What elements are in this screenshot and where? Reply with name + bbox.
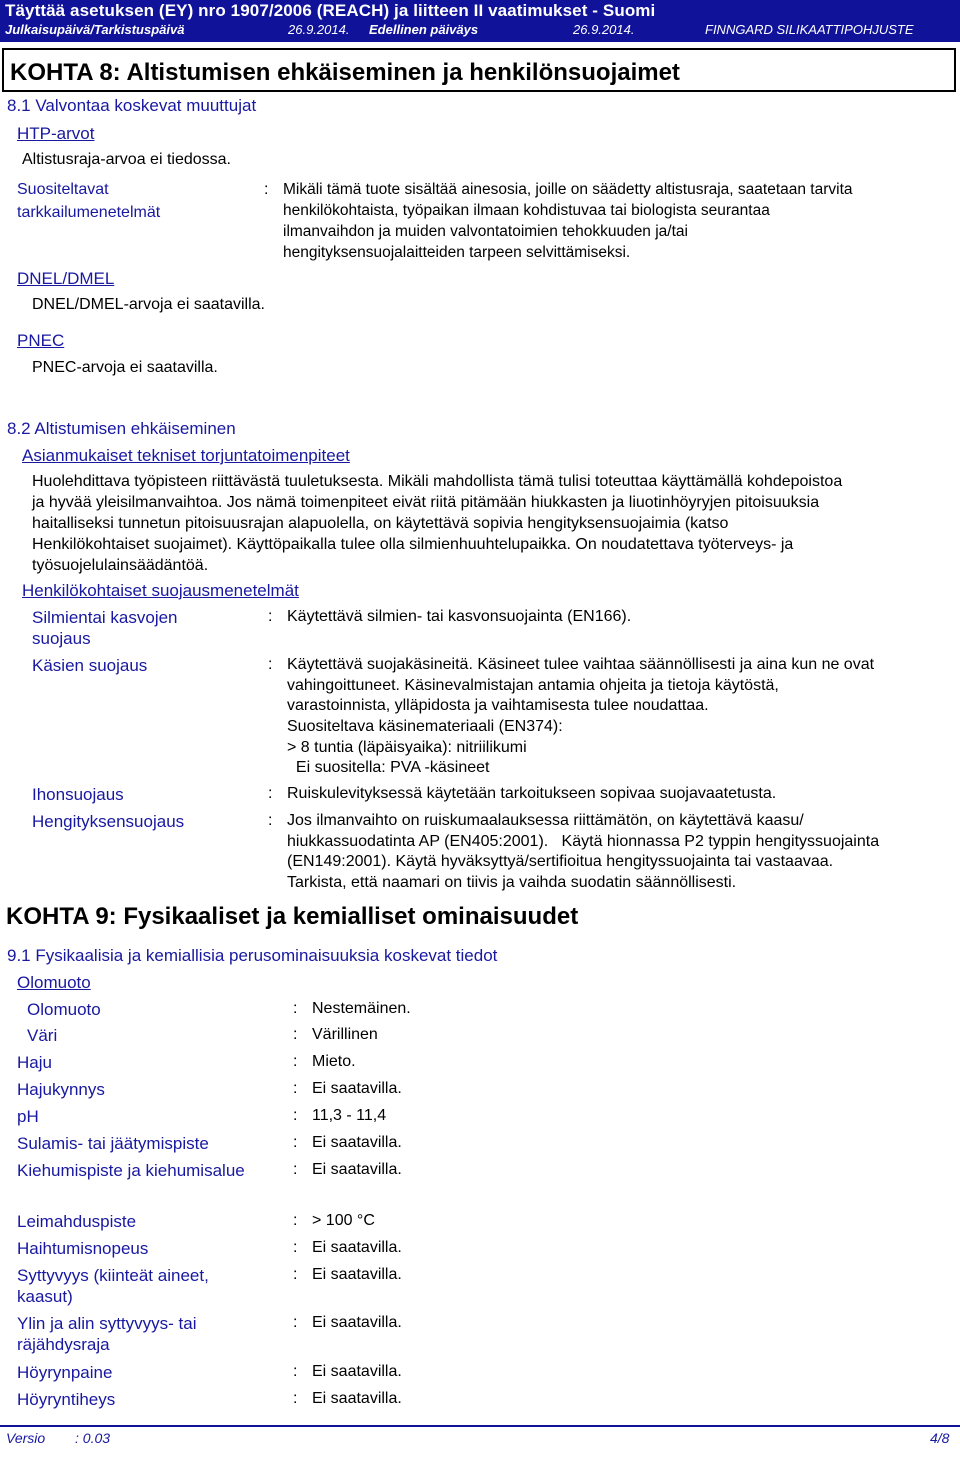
- property-value: Ei saatavilla.: [312, 1080, 402, 1097]
- property-label: Haihtumisnopeus: [17, 1239, 149, 1258]
- header-title: Täyttää asetuksen (EY) nro 1907/2006 (REACH) ja liitteen II vaatimukset - Suomi: [5, 1, 656, 20]
- header-prev-label: Edellinen päiväys: [369, 22, 479, 37]
- monitoring-text-line: hengityksensuojalaitteiden tarpeen selvittämiseksi.: [283, 244, 631, 261]
- footer-version-value: : 0.03: [75, 1430, 111, 1446]
- property-label: Väri: [27, 1026, 58, 1045]
- property-label: Olomuoto: [27, 1000, 101, 1019]
- ppe-heading: Henkilökohtaiset suojausmenetelmät: [22, 581, 299, 600]
- property-label: Haju: [17, 1053, 52, 1072]
- footer-rule: [0, 1425, 960, 1427]
- property-colon: :: [293, 1026, 298, 1043]
- property-value: Mieto.: [312, 1053, 356, 1070]
- property-value: Ei saatavilla.: [312, 1390, 402, 1407]
- htp-heading: HTP-arvot: [17, 124, 95, 143]
- eye-protection-label-line1: Silmientai kasvojen: [32, 608, 178, 627]
- footer-page-number: 4/8: [930, 1430, 950, 1446]
- monitoring-text-line: Mikäli tämä tuote sisältää ainesosia, joille on säädetty altistusraja, saatetaan tarvita: [283, 181, 853, 198]
- subsection-8-1-heading: 8.1 Valvontaa koskevat muuttujat: [7, 96, 257, 115]
- header-prev-date: 26.9.2014.: [573, 22, 635, 37]
- respiratory-protection-colon: :: [268, 812, 273, 829]
- engineering-text-line: työsuojelulainsäädäntöä.: [32, 557, 209, 574]
- monitoring-label-line2: tarkkailumenetelmät: [17, 204, 161, 221]
- property-label: Ylin ja alin syttyvyys- tai: [17, 1314, 197, 1333]
- property-colon: :: [293, 1053, 298, 1070]
- respiratory-protection-label: Hengityksensuojaus: [32, 812, 185, 831]
- property-value: > 100 °C: [312, 1212, 375, 1229]
- property-label: Sulamis- tai jäätymispiste: [17, 1134, 209, 1153]
- header-pub-label: Julkaisupäivä/Tarkistuspäivä: [5, 22, 185, 37]
- property-label: pH: [17, 1107, 39, 1126]
- skin-protection-text: Ruiskulevityksessä käytetään tarkoitukseen sopivaa suojavaatetusta.: [287, 785, 777, 802]
- property-colon: :: [293, 1161, 298, 1178]
- hand-protection-line: Ei suositella: PVA -käsineet: [287, 759, 490, 776]
- property-colon: :: [293, 1363, 298, 1380]
- property-value: Ei saatavilla.: [312, 1161, 402, 1178]
- property-label: Syttyvyys (kiinteät aineet,: [17, 1266, 209, 1285]
- property-colon: :: [293, 1080, 298, 1097]
- property-label: Höyrynpaine: [17, 1363, 113, 1382]
- pnec-heading: PNEC: [17, 331, 65, 350]
- property-value: Nestemäinen.: [312, 1000, 411, 1017]
- dnel-text: DNEL/DMEL-arvoja ei saatavilla.: [32, 296, 265, 313]
- section-8-title-box: [2, 48, 956, 92]
- respiratory-protection-line: hiukkassuodatinta AP (EN405:2001). Käytä hionnassa P2 typpin hengityssuojainta: [287, 833, 880, 850]
- property-colon: :: [293, 1212, 298, 1229]
- eye-protection-label-line2: suojaus: [32, 629, 91, 648]
- property-label: Kiehumispiste ja kiehumisalue: [17, 1161, 245, 1180]
- monitoring-text-line: henkilökohtaista, työpaikan ilmaan kohdistuvaa tai biologista seurantaa: [283, 202, 770, 219]
- engineering-text-line: haitalliseksi tunnetun pitoisuusrajan alapuolella, on käytettävä sopivia hengityksensuojaimia (katso: [32, 515, 729, 532]
- hand-protection-line: varastoinnista, ylläpidosta ja vaihtamisesta tulee noudattaa.: [287, 697, 709, 714]
- property-value: Värillinen: [312, 1026, 378, 1043]
- monitoring-label-line1: Suositeltavat: [17, 181, 109, 198]
- property-colon: :: [293, 1239, 298, 1256]
- property-label-line2: räjähdysraja: [17, 1335, 110, 1354]
- dnel-heading: DNEL/DMEL: [17, 269, 115, 288]
- property-value: Ei saatavilla.: [312, 1134, 402, 1151]
- footer-version-label: Versio: [6, 1430, 46, 1446]
- engineering-text-line: Huolehdittava työpisteen riittävästä tuuletuksesta. Mikäli mahdollista tämä tulisi toteuttaa käyttämällä kohdepoistoa: [32, 473, 843, 490]
- respiratory-protection-line: Tarkista, että naamari on tiivis ja vaihda suodatin säännöllisesti.: [287, 874, 737, 891]
- subsection-9-1-heading: 9.1 Fysikaalisia ja kemiallisia perusominaisuuksia koskevat tiedot: [7, 946, 498, 965]
- hand-protection-line: Käytettävä suojakäsineitä. Käsineet tulee vaihtaa säännöllisesti ja aina kun ne ovat: [287, 656, 875, 673]
- property-value: Ei saatavilla.: [312, 1266, 402, 1283]
- property-value: 11,3 - 11,4: [312, 1107, 387, 1124]
- property-label: Leimahduspiste: [17, 1212, 137, 1231]
- section-8-title: KOHTA 8: Altistumisen ehkäiseminen ja henkilönsuojaimet: [10, 59, 680, 86]
- olomuoto-heading: Olomuoto: [17, 973, 91, 992]
- respiratory-protection-line: Jos ilmanvaihto on ruiskumaalauksessa riittämätön, on käytettävä kaasu/: [287, 812, 804, 829]
- monitoring-text-line: ilmanvaihdon ja muiden valvontatoimien tehokkuuden ja/tai: [283, 223, 688, 240]
- engineering-text-line: Henkilökohtaiset suojaimet). Käyttöpaikalla tulee olla silmienhuuhtelupaikka. On noudatettava työterveys- ja: [32, 536, 794, 553]
- engineering-controls-heading: Asianmukaiset tekniset torjuntatoimenpiteet: [22, 446, 350, 465]
- property-value: Ei saatavilla.: [312, 1314, 402, 1331]
- header-pub-date: 26.9.2014.: [288, 22, 350, 37]
- eye-protection-colon: :: [268, 608, 273, 625]
- property-colon: :: [293, 1314, 298, 1331]
- property-label: Hajukynnys: [17, 1080, 105, 1099]
- subsection-8-2-heading: 8.2 Altistumisen ehkäiseminen: [7, 419, 236, 438]
- property-colon: :: [293, 1390, 298, 1407]
- skin-protection-label: Ihonsuojaus: [32, 785, 124, 804]
- section-9-title: KOHTA 9: Fysikaaliset ja kemialliset ominaisuudet: [6, 903, 579, 930]
- hand-protection-line: > 8 tuntia (läpäisyaika): nitriilikumi: [287, 739, 527, 756]
- property-label: Höyryntiheys: [17, 1390, 116, 1409]
- hand-protection-line: vahingoittuneet. Käsinevalmistajan antamia ohjeita ja tietoja käytöstä,: [287, 677, 779, 694]
- property-label-line2: kaasut): [17, 1287, 73, 1306]
- htp-text: Altistusraja-arvoa ei tiedossa.: [22, 151, 231, 168]
- respiratory-protection-line: (EN149:2001). Käytä hyväksyttyä/sertifioitua hengityssuojainta tai vastaavaa.: [287, 853, 834, 870]
- header-band: [0, 0, 960, 42]
- pnec-text: PNEC-arvoja ei saatavilla.: [32, 359, 218, 376]
- property-colon: :: [293, 1134, 298, 1151]
- property-value: Ei saatavilla.: [312, 1239, 402, 1256]
- property-value: Ei saatavilla.: [312, 1363, 402, 1380]
- engineering-text-line: ja hyvää yleisilmanvaihtoa. Jos nämä toimenpiteet eivät riitä pitämään hiukkasten ja liuotinhöyryjen pitoisuuksia: [32, 494, 820, 511]
- hand-protection-label: Käsien suojaus: [32, 656, 148, 675]
- property-colon: :: [293, 1266, 298, 1283]
- property-colon: :: [293, 1000, 298, 1017]
- hand-protection-colon: :: [268, 656, 273, 673]
- property-colon: :: [293, 1107, 298, 1124]
- eye-protection-text: Käytettävä silmien- tai kasvonsuojainta (EN166).: [287, 608, 632, 625]
- skin-protection-colon: :: [268, 785, 273, 802]
- hand-protection-line: Suositeltava käsinemateriaali (EN374):: [287, 718, 563, 735]
- header-product-name: FINNGARD SILIKAATTIPOHJUSTE: [705, 22, 914, 37]
- monitoring-colon: :: [264, 181, 269, 198]
